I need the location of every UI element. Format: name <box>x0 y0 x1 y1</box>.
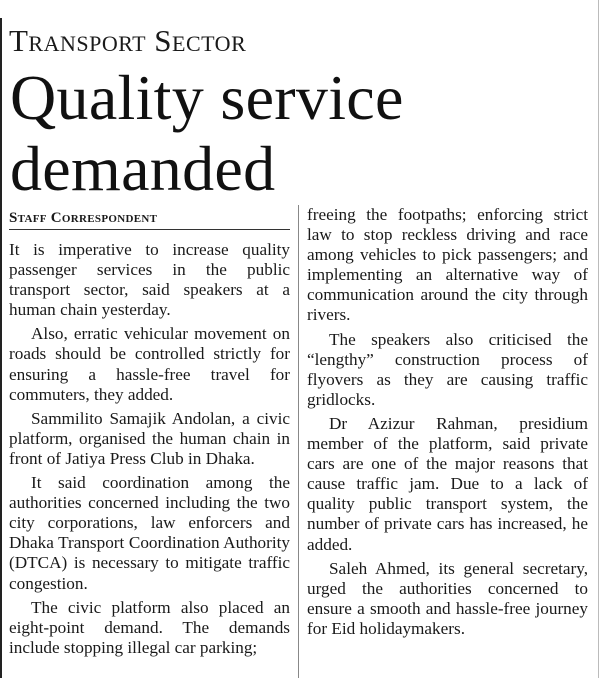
byline-divider <box>9 229 290 230</box>
headline-line-2: demanded <box>10 133 276 204</box>
paragraph: It said coordination among the authorities concerned including the two city corporations, law enforcers and Dhaka Transport Coordination Authority (DTCA) is necessary to mitigate traffic congestion. <box>9 473 290 593</box>
article-column-right <box>307 205 588 643</box>
column-divider <box>298 205 299 678</box>
page-edge-rule <box>0 18 2 678</box>
headline <box>10 62 404 204</box>
headline-line-1: Quality service <box>10 62 404 133</box>
paragraph: It is imperative to increase quality passenger services in the public transport sector, said speakers at a human chain yesterday. <box>9 240 290 320</box>
paragraph: Dr Azizur Rahman, presidium member of the platform, said private cars are one of the major reasons that cause traffic jam. Due to a lack of quality public transport system, the number of private cars has increased, he added. <box>307 413 588 554</box>
section-kicker: Transport Sector <box>9 23 247 58</box>
paragraph: Also, erratic vehicular movement on roads should be controlled strictly for ensuring a hassle-free travel for commuters, they added. <box>9 324 290 404</box>
page-edge-rule-right <box>598 0 599 678</box>
paragraph: The speakers also criticised the “lengthy” construction process of flyovers as they are causing traffic gridlocks. <box>307 329 588 409</box>
paragraph: The civic platform also placed an eight-point demand. The demands include stopping illegal car parking; <box>9 597 290 657</box>
article-column-left <box>9 240 290 662</box>
paragraph: freeing the footpaths; enforcing strict law to stop reckless driving and race among vehicles to pick passengers; and implementing an alternative way of communication around the city through rivers. <box>307 205 588 325</box>
paragraph: Sammilito Samajik Andolan, a civic platform, organised the human chain in front of Jatiya Press Club in Dhaka. <box>9 408 290 468</box>
paragraph: Saleh Ahmed, its general secretary, urged the authorities concerned to ensure a smooth and hassle-free journey for Eid holidaymakers. <box>307 558 588 638</box>
byline: Staff Correspondent <box>9 210 158 226</box>
